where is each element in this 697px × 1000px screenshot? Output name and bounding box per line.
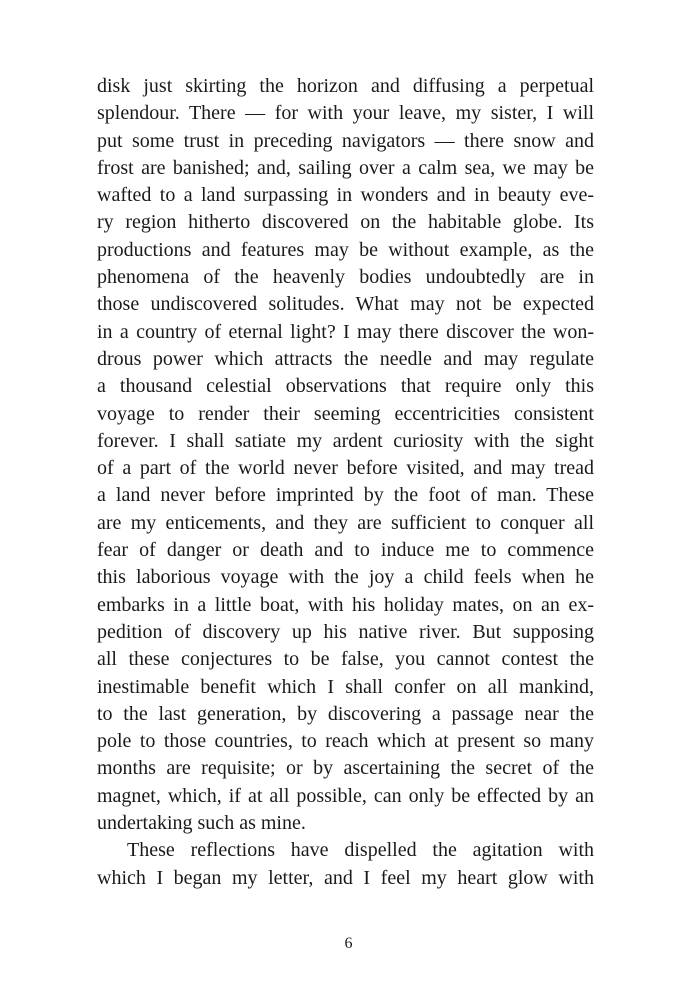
text-line: months are requisite; or by ascertaining the secret of the	[97, 757, 594, 780]
text-line: wafted to a land surpassing in wonders and in beauty eve-	[97, 184, 594, 207]
text-line: inestimable benefit which I shall confer on all mankind,	[97, 675, 594, 698]
text-line: phenomena of the heavenly bodies undoubtedly are in	[97, 266, 594, 289]
text-line: in a country of eternal light? I may there discover the won-	[97, 320, 594, 343]
text-line: pedition of discovery up his native river. But supposing	[97, 620, 594, 643]
body-text	[97, 73, 594, 892]
text-line: frost are banished; and, sailing over a calm sea, we may be	[97, 156, 594, 179]
text-line: splendour. There — for with your leave, my sister, I will	[97, 102, 594, 125]
text-line: ry region hitherto discovered on the habitable globe. Its	[97, 211, 594, 234]
text-line: pole to those countries, to reach which at present so many	[97, 730, 594, 753]
text-line: a land never before imprinted by the foot of man. These	[97, 484, 594, 507]
text-line: are my enticements, and they are sufficient to conquer all	[97, 511, 594, 534]
text-line: drous power which attracts the needle and may regulate	[97, 347, 594, 370]
text-line: which I began my letter, and I feel my heart glow with	[97, 866, 594, 889]
text-line: this laborious voyage with the joy a child feels when he	[97, 566, 594, 589]
text-line: These reflections have dispelled the agitation with	[127, 839, 594, 862]
text-line: fear of danger or death and to induce me to commence	[97, 539, 594, 562]
text-line: to the last generation, by discovering a passage near the	[97, 702, 594, 725]
text-line: productions and features may be without example, as the	[97, 238, 594, 261]
text-line: magnet, which, if at all possible, can only be effected by an	[97, 784, 594, 807]
text-line: undertaking such as mine.	[97, 812, 306, 835]
page-number: 6	[344, 935, 353, 952]
text-line: those undiscovered solitudes. What may not be expected	[97, 293, 594, 316]
text-line: put some trust in preceding navigators — there snow and	[97, 129, 594, 152]
text-line: forever. I shall satiate my ardent curiosity with the sight	[97, 429, 594, 452]
text-line: voyage to render their seeming eccentricities consistent	[97, 402, 594, 425]
text-line: embarks in a little boat, with his holiday mates, on an ex-	[97, 593, 594, 616]
text-line: all these conjectures to be false, you cannot contest the	[97, 648, 594, 671]
text-line: disk just skirting the horizon and diffusing a perpetual	[97, 75, 594, 97]
text-line: of a part of the world never before visited, and may tread	[97, 457, 594, 480]
text-line: a thousand celestial observations that require only this	[97, 375, 594, 398]
